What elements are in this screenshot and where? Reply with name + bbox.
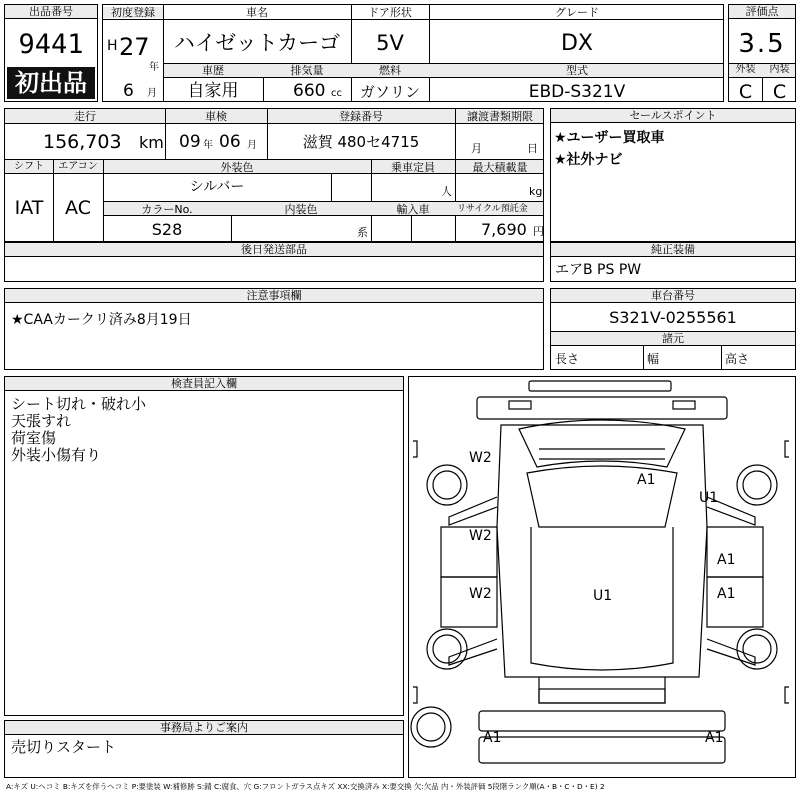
history-label: 車歴 <box>202 64 224 77</box>
mileage-unit: km <box>139 133 164 152</box>
sales-points-box <box>550 108 796 242</box>
lot-number: 9441 <box>18 29 84 60</box>
legend: A:キズ U:ヘコミ B:キズを伴うヘコミ P:要塗装 W:補修跡 S:錆 C:腐食、穴 G:フロントガラス点キズ XX:交換済み X:要交換 欠:欠品 内・外装評価 5段階ランク順(A・B・C・D・E) 2 <box>6 782 605 791</box>
aircon-value: AC <box>65 197 91 219</box>
first-listing-badge: 初出品 <box>7 67 95 99</box>
reg-number-value: 滋賀 480セ4715 <box>302 133 420 151</box>
import-label: 輸入車 <box>396 203 430 216</box>
office-label: 事務局よりご案内 <box>5 721 403 735</box>
inspector-line: 天張すれ <box>11 412 72 430</box>
fuel-label: 燃料 <box>379 64 401 77</box>
grade-value: DX <box>560 31 593 56</box>
color-no-label: カラーNo. <box>141 203 193 216</box>
capacity-unit: 人 <box>441 185 452 198</box>
sales-point-item: ★ユーザー買取車 <box>554 130 665 146</box>
displacement-value: 660 <box>293 81 326 101</box>
first-reg-month: 6 <box>123 81 134 101</box>
aircon-label: エアコン <box>58 161 98 172</box>
equipment-box <box>550 242 796 282</box>
color-no-value: S28 <box>151 220 183 239</box>
door-label: ドア形状 <box>368 6 412 19</box>
recycle-value: 7,690 <box>481 220 527 239</box>
lot-box <box>4 4 98 102</box>
transfer-day-unit: 日 <box>527 142 538 155</box>
damage-mark: A1 <box>717 552 736 568</box>
spec-width-label: 幅 <box>647 352 660 366</box>
reg-number-label: 登録番号 <box>339 110 383 123</box>
office-box <box>4 720 404 778</box>
inspector-box <box>4 376 404 716</box>
rating-value: 3.5 <box>738 29 786 59</box>
rating-box <box>728 4 796 102</box>
ext-color-value: シルバー <box>189 179 245 195</box>
shift-label: シフト <box>14 161 44 172</box>
equipment-value: エアB PS PW <box>555 262 642 278</box>
notes-value: ★CAAカークリ済み8月19日 <box>11 312 192 328</box>
damage-diagram <box>408 376 796 778</box>
recycle-label: リサイクル預託金 <box>457 204 528 214</box>
vehicle-detail-table <box>4 108 544 242</box>
ext-color-label: 外装色 <box>220 161 254 174</box>
displacement-unit: cc <box>331 88 342 99</box>
car-name-label: 車名 <box>246 6 268 19</box>
int-rating-value: C <box>772 81 787 103</box>
int-color-unit: 系 <box>357 226 368 239</box>
model-value: EBD-S321V <box>528 82 626 102</box>
capacity-label: 乗車定員 <box>391 161 435 174</box>
transfer-month-unit: 月 <box>471 142 482 155</box>
shift-value: IAT <box>14 197 44 219</box>
rating-label: 評価点 <box>729 5 795 19</box>
damage-mark: A1 <box>483 730 502 746</box>
inspection-month: 06 <box>219 132 241 152</box>
sales-points-label: セールスポイント <box>551 109 795 123</box>
grade-label: グレード <box>555 6 599 19</box>
first-reg-year: 27 <box>119 33 150 61</box>
door-value: 5V <box>376 31 404 55</box>
damage-mark: U1 <box>699 490 719 506</box>
lot-label: 出品番号 <box>5 5 97 19</box>
chassis-box <box>550 288 796 370</box>
main-table <box>102 4 724 102</box>
office-value: 売切りスタート <box>11 738 117 756</box>
notes-box <box>4 288 544 370</box>
displacement-label: 排気量 <box>290 64 324 77</box>
chassis-value: S321V-0255561 <box>609 308 737 327</box>
history-value: 自家用 <box>187 81 239 101</box>
ext-rating-label: 外装 <box>735 64 756 75</box>
spec-length-label: 長さ <box>555 352 580 366</box>
damage-mark: W2 <box>469 450 492 466</box>
first-reg-label: 初度登録 <box>103 7 163 18</box>
int-rating-label: 内装 <box>769 64 790 75</box>
sales-point-item: ★社外ナビ <box>554 152 623 168</box>
transfer-deadline-label: 譲渡書類期限 <box>467 110 533 123</box>
equipment-label: 純正装備 <box>551 243 795 257</box>
damage-mark: W2 <box>469 528 492 544</box>
recycle-unit: 円 <box>533 225 544 238</box>
int-color-label: 内装色 <box>284 203 318 216</box>
car-outline-diagram <box>409 377 795 777</box>
later-parts-label: 後日発送部品 <box>5 243 543 257</box>
inspector-line: 外装小傷有り <box>11 446 102 464</box>
specs-label: 諸元 <box>662 332 684 345</box>
car-name-value: ハイゼットカーゴ <box>173 31 341 55</box>
model-label: 型式 <box>566 64 588 77</box>
inspection-year: 09 <box>179 132 201 152</box>
chassis-label: 車台番号 <box>551 289 795 303</box>
ext-rating-value: C <box>738 81 753 103</box>
damage-mark: U1 <box>593 588 613 604</box>
damage-mark: A1 <box>705 730 724 746</box>
damage-mark: A1 <box>637 472 656 488</box>
later-parts-box <box>4 242 544 282</box>
inspector-label: 検査員記入欄 <box>5 377 403 391</box>
notes-label: 注意事項欄 <box>5 289 543 303</box>
spec-height-label: 高さ <box>725 352 750 366</box>
max-load-label: 最大積載量 <box>472 161 528 174</box>
mileage-label: 走行 <box>74 110 96 123</box>
inspection-year-unit: 年 <box>203 140 213 151</box>
inspector-line: シート切れ・破れ小 <box>11 395 147 413</box>
inspection-label: 車検 <box>205 110 227 123</box>
first-reg-year-unit: 年 <box>149 62 159 73</box>
first-reg-month-unit: 月 <box>147 88 157 99</box>
mileage-value: 156,703 <box>43 131 122 153</box>
fuel-value: ガソリン <box>359 83 420 101</box>
inspection-month-unit: 月 <box>247 140 257 151</box>
damage-mark: W2 <box>469 586 492 602</box>
max-load-unit: kg <box>529 185 543 198</box>
damage-mark: A1 <box>717 586 736 602</box>
inspector-line: 荷室傷 <box>11 429 57 447</box>
first-reg-era: H <box>107 38 118 54</box>
